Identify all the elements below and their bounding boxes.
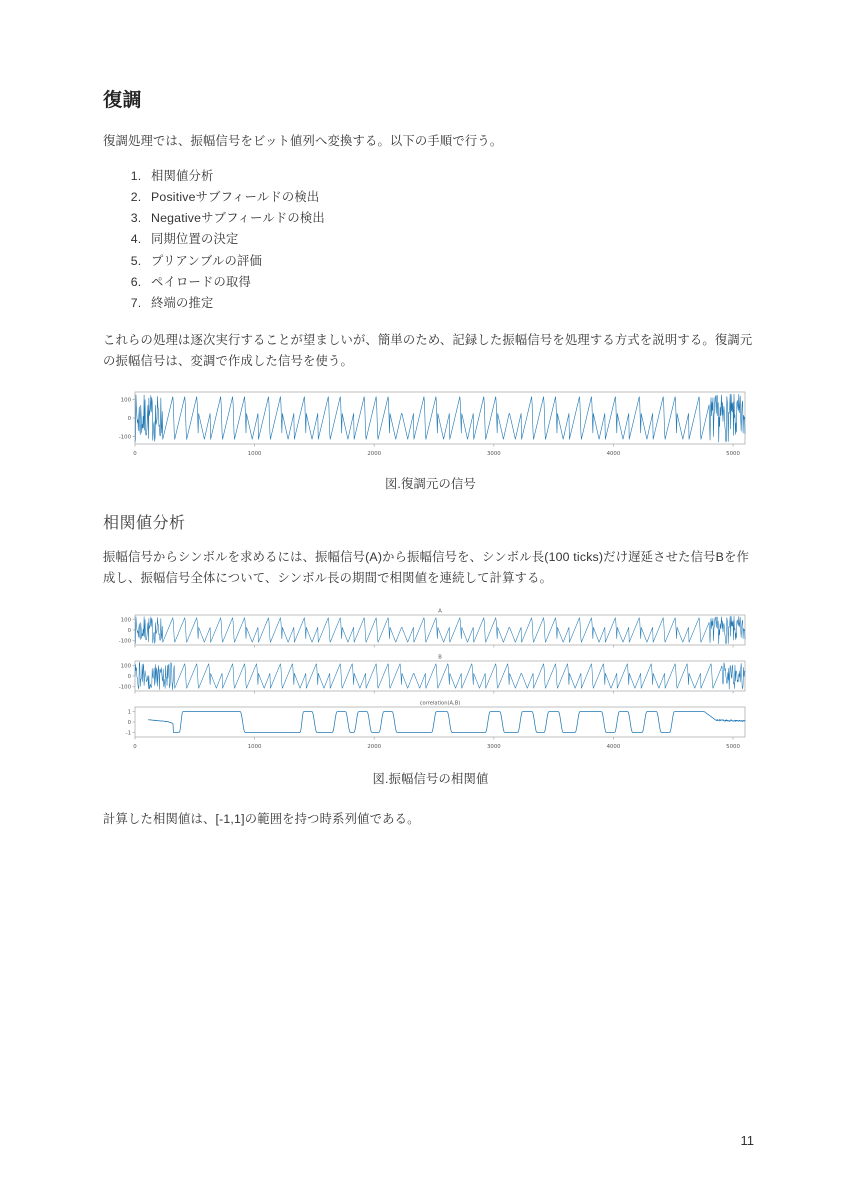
list-item: 7. 終端の推定: [145, 293, 758, 314]
svg-text:0: 0: [127, 720, 131, 727]
svg-text:4000: 4000: [606, 451, 621, 458]
svg-text:5000: 5000: [726, 744, 740, 751]
closing-paragraph: 計算した相関値は、[-1,1]の範囲を持つ時系列値である。: [103, 812, 420, 827]
list-item: 5. プリアンブルの評価: [145, 251, 758, 272]
figure1-plot: [103, 386, 758, 468]
page-title: 復調: [103, 90, 143, 111]
demodulation-steps-list: [103, 166, 758, 314]
svg-text:0: 0: [127, 674, 131, 681]
svg-text:1000: 1000: [247, 451, 262, 458]
svg-text:3000: 3000: [486, 451, 501, 458]
section-heading-correlation: 相関値分析: [103, 515, 186, 533]
figure2-caption: 図.振幅信号の相関値: [372, 772, 489, 787]
page-content: [103, 90, 758, 844]
figure1-caption: 図.復調元の信号: [384, 477, 477, 492]
page-number: 11: [740, 1133, 754, 1148]
list-item: 3. Negativeサブフィールドの検出: [145, 208, 758, 229]
svg-text:B: B: [438, 654, 442, 661]
list-item: 2. Positiveサブフィールドの検出: [145, 187, 758, 208]
svg-text:-100: -100: [118, 638, 131, 645]
section2-paragraph: 振幅信号からシンボルを求めるには、振幅信号(A)から振幅信号を、シンボル長(100 ticks)だけ遅延させた信号Bを作成し、振幅信号全体について、シンボル長の期間で相関値を連続して計算する。: [103, 550, 750, 586]
correlation-plot-svg: [103, 603, 758, 763]
svg-text:100: 100: [120, 397, 131, 404]
svg-text:4000: 4000: [606, 744, 621, 751]
svg-text:-1: -1: [125, 730, 131, 737]
svg-text:0: 0: [127, 416, 131, 423]
svg-text:-100: -100: [118, 434, 131, 441]
svg-text:100: 100: [120, 663, 131, 670]
svg-text:0: 0: [133, 744, 137, 751]
figure-correlation: [103, 603, 758, 787]
svg-text:-100: -100: [118, 684, 131, 691]
svg-text:3000: 3000: [486, 744, 501, 751]
svg-text:A: A: [438, 608, 442, 615]
list-item: 4. 同期位置の決定: [145, 229, 758, 250]
svg-text:1: 1: [127, 709, 131, 716]
svg-text:1000: 1000: [247, 744, 262, 751]
signal-plot-svg: [103, 386, 758, 468]
svg-text:0: 0: [133, 451, 137, 458]
paragraph-after-list: これらの処理は逐次実行することが望ましいが、簡単のため、記録した振幅信号を処理する方式を説明する。復調元の振幅信号は、変調で作成した信号を使う。: [103, 332, 753, 369]
svg-text:correlation(A,B): correlation(A,B): [419, 700, 461, 707]
list-item: 1. 相関値分析: [145, 166, 758, 187]
list-item: 6. ペイロードの取得: [145, 272, 758, 293]
svg-text:0: 0: [127, 628, 131, 635]
svg-text:100: 100: [120, 617, 131, 624]
intro-paragraph: 復調処理では、振幅信号をビット値列へ変換する。以下の手順で行う。: [103, 133, 503, 148]
figure2-plot: [103, 603, 758, 763]
svg-text:2000: 2000: [367, 744, 382, 751]
svg-text:2000: 2000: [367, 451, 382, 458]
figure-demodulation-source-signal: [103, 386, 758, 492]
svg-text:5000: 5000: [726, 451, 740, 458]
